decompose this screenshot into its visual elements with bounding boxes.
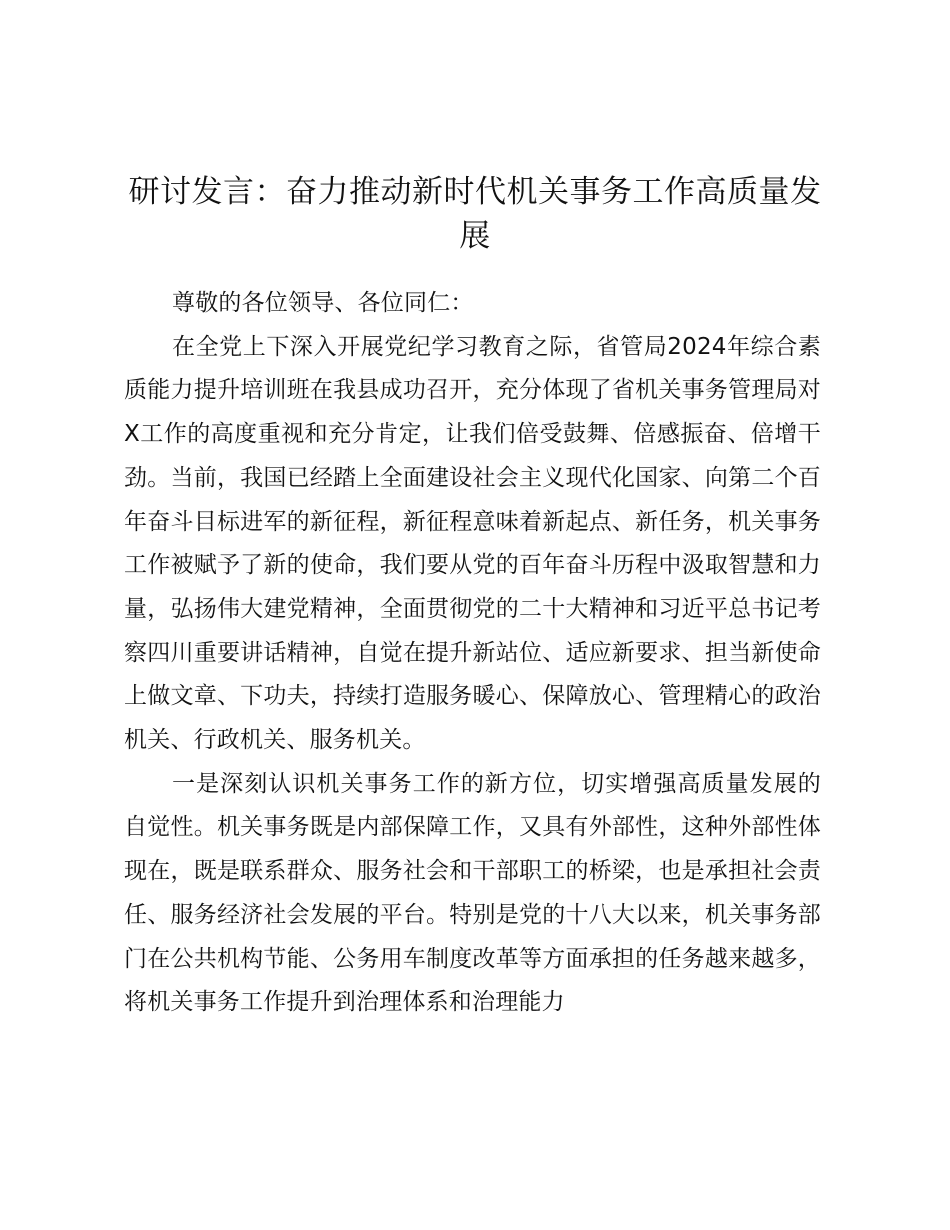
paragraph-point-one: 一是深刻认识机关事务工作的新方位，切实增强高质量发展的自觉性。机关事务既是内部保障工作，又具有外部性，这种外部性体现在，既是联系群众、服务社会和干部职工的桥梁，也是承担社会责任、服务经济社会发展的平台。特别是党的十八大以来，机关事务部门在公共机构节能、公务用车制度改革等方面承担的任务越来越多，将机关事务工作提升到治理体系和治理能力: [124, 770, 821, 1016]
paragraph-intro: 在全党上下深入开展党纪学习教育之际，省管局2024年综合素质能力提升培训班在我县成功召开，充分体现了省机关事务管理局对X工作的高度重视和充分肯定，让我们倍受鼓舞、倍感振奋、倍增干劲。当前，我国已经踏上全面建设社会主义现代化国家、向第二个百年奋斗目标进军的新征程，新征程意味着新起点、新任务，机关事务工作被赋予了新的使命，我们要从党的百年奋斗历程中汲取智慧和力量，弘扬伟大建党精神，全面贯彻党的二十大精神和习近平总书记考察四川重要讲话精神，自觉在提升新站位、适应新要求、担当新使命上做文章、下功夫，持续打造服务暖心、保障放心、管理精心的政治机关、行政机关、服务机关。: [124, 333, 821, 754]
document-body: [124, 282, 821, 1025]
salutation: 尊敬的各位领导、各位同仁：: [172, 290, 474, 316]
document-title: 研讨发言：奋力推动新时代机关事务工作高质量发展: [128, 174, 822, 254]
